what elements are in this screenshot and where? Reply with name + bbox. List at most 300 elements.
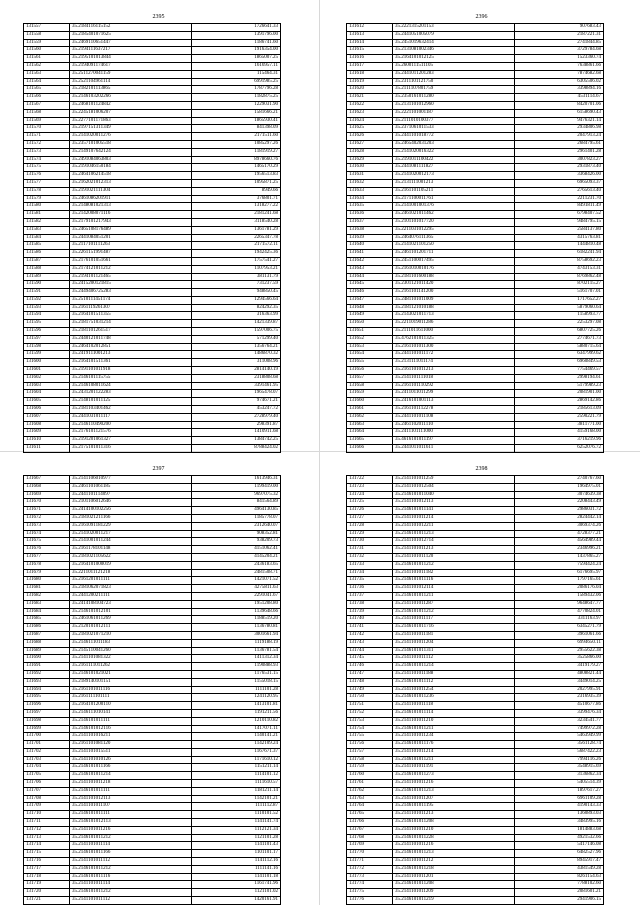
record-id-cell: 35.2141101012714 bbox=[393, 538, 515, 546]
amount-cell: 7754469.57 bbox=[515, 367, 604, 375]
amount-cell: 9476321.14 bbox=[515, 117, 604, 125]
record-id-cell: 35.2181062071823 bbox=[70, 585, 192, 593]
table-row bbox=[24, 616, 281, 624]
amount-cell: 2934806.98 bbox=[515, 125, 604, 133]
record-id-cell: 35.2101101017720 bbox=[393, 218, 515, 226]
amount-cell: 5463949.99 bbox=[515, 733, 604, 741]
page-number: 2395 bbox=[152, 14, 165, 20]
table-row bbox=[24, 748, 281, 756]
table-row bbox=[347, 406, 604, 414]
row-number-cell: 131571 bbox=[24, 133, 70, 141]
table-row bbox=[347, 94, 604, 102]
table-row bbox=[347, 709, 604, 717]
row-number-cell: 131561 bbox=[24, 55, 70, 63]
row-number-cell: 131708 bbox=[24, 795, 70, 803]
row-number-cell: 131579 bbox=[24, 195, 70, 203]
row-number-cell: 131608 bbox=[24, 421, 70, 429]
amount-cell: 1360893.03 bbox=[515, 811, 604, 819]
record-id-cell: 35.2141101011114 bbox=[70, 881, 192, 889]
table-row bbox=[347, 577, 604, 585]
table-row bbox=[347, 819, 604, 827]
row-number-cell: 131638 bbox=[347, 226, 393, 234]
record-id-cell: 35.2511270041159 bbox=[70, 70, 192, 78]
amount-cell: 1294566.64 bbox=[192, 296, 281, 304]
row-number-cell: 131748 bbox=[347, 678, 393, 686]
row-number-cell: 131566 bbox=[24, 94, 70, 102]
amount-cell: 2961401.28 bbox=[515, 148, 604, 156]
record-id-cell: 35.2146101021021 bbox=[70, 670, 192, 678]
amount-cell: 3811771.00 bbox=[515, 421, 604, 429]
table-row bbox=[347, 826, 604, 834]
amount-cell: 2047913.24 bbox=[515, 133, 604, 141]
amount-cell: 2208443.49 bbox=[515, 499, 604, 507]
row-number-cell: 131683 bbox=[24, 600, 70, 608]
row-number-cell: 131697 bbox=[24, 709, 70, 717]
row-number-cell: 131568 bbox=[24, 109, 70, 117]
amount-cell: 8491811.49 bbox=[515, 203, 604, 211]
table-row bbox=[347, 678, 604, 686]
amount-cell: 5880715.64 bbox=[515, 343, 604, 351]
row-number-cell: 131746 bbox=[347, 663, 393, 671]
amount-cell: 1717652.27 bbox=[515, 296, 604, 304]
row-number-cell: 131630 bbox=[347, 164, 393, 172]
record-id-cell: 35.2141101011210 bbox=[393, 826, 515, 834]
amount-cell: 731237.59 bbox=[192, 281, 281, 289]
record-id-cell: 35.2161101081120 bbox=[70, 741, 192, 749]
table-row bbox=[347, 343, 604, 351]
row-number-cell: 131677 bbox=[24, 553, 70, 561]
record-id-cell: 35.2141101012113 bbox=[393, 499, 515, 507]
table-row bbox=[24, 530, 281, 538]
table-row bbox=[24, 62, 281, 70]
record-id-cell: 35.2146101011195 bbox=[393, 803, 515, 811]
table-row bbox=[24, 811, 281, 819]
table-row bbox=[347, 616, 604, 624]
record-id-cell: 35.2131111011174 bbox=[393, 359, 515, 367]
table-row bbox=[347, 600, 604, 608]
row-number-cell: 131616 bbox=[347, 55, 393, 63]
row-number-cell: 131754 bbox=[347, 725, 393, 733]
row-number-cell: 131627 bbox=[347, 140, 393, 148]
row-number-cell: 131629 bbox=[347, 156, 393, 164]
record-id-cell: 35.2146101011141 bbox=[393, 507, 515, 515]
amount-cell: 1581666.21 bbox=[192, 109, 281, 117]
amount-cell: 1111141.16 bbox=[192, 865, 281, 873]
record-id-cell: 35.2146101011212 bbox=[393, 608, 515, 616]
amount-cell: 1111101.28 bbox=[192, 686, 281, 694]
row-number-cell: 131647 bbox=[347, 296, 393, 304]
amount-cell: 1897617.27 bbox=[515, 787, 604, 795]
record-id-cell: 35.2146101011213 bbox=[393, 530, 515, 538]
row-number-cell: 131562 bbox=[24, 62, 70, 70]
row-number-cell: 131702 bbox=[24, 748, 70, 756]
record-id-cell: 35.2175101011316 bbox=[70, 445, 192, 453]
table-row bbox=[347, 390, 604, 398]
table-row bbox=[347, 445, 604, 453]
row-number-cell: 131632 bbox=[347, 179, 393, 187]
amount-cell: 1613946.31 bbox=[192, 476, 281, 484]
table-row bbox=[24, 86, 281, 94]
amount-cell: 1139648.66 bbox=[192, 608, 281, 616]
record-id-cell: 35.2141101012114 bbox=[393, 585, 515, 593]
amount-cell: 571299.40 bbox=[192, 335, 281, 343]
record-id-cell: 35.2131081002346 bbox=[393, 47, 515, 55]
record-id-cell: 35.2211011121218 bbox=[70, 569, 192, 577]
ledger-table bbox=[346, 23, 604, 453]
table-row bbox=[347, 834, 604, 842]
row-number-cell: 131716 bbox=[24, 858, 70, 866]
table-row bbox=[24, 889, 281, 897]
table-row bbox=[347, 780, 604, 788]
row-number-cell: 131712 bbox=[24, 826, 70, 834]
record-id-cell: 35.2181021071210 bbox=[70, 631, 192, 639]
amount-cell: 6798407.52 bbox=[515, 211, 604, 219]
record-id-cell: 35.2491084063803 bbox=[70, 156, 192, 164]
table-row bbox=[24, 702, 281, 710]
table-row bbox=[347, 413, 604, 421]
table-row bbox=[24, 772, 281, 780]
table-row bbox=[24, 663, 281, 671]
record-id-cell: 35.2171100011761 bbox=[393, 195, 515, 203]
table-row bbox=[24, 211, 281, 219]
amount-cell: 298391.87 bbox=[192, 421, 281, 429]
table-row bbox=[24, 335, 281, 343]
amount-cell: 1965478.07 bbox=[192, 390, 281, 398]
row-number-cell: 131760 bbox=[347, 772, 393, 780]
amount-cell: 6158690.43 bbox=[515, 109, 604, 117]
record-id-cell: 35.2162021012313 bbox=[70, 179, 192, 187]
amount-cell: 1814883.68 bbox=[515, 826, 604, 834]
record-id-cell: 35.2141101011212 bbox=[393, 858, 515, 866]
table-row bbox=[24, 382, 281, 390]
record-id-cell: 35.2141101011181 bbox=[393, 631, 515, 639]
amount-cell: 2684795.61 bbox=[515, 140, 604, 148]
row-number-cell: 131750 bbox=[347, 694, 393, 702]
record-id-cell: 35.2141101011191 bbox=[393, 764, 515, 772]
table-row bbox=[347, 289, 604, 297]
record-id-cell: 35.2441101114097 bbox=[70, 491, 192, 499]
amount-cell: 2436183.65 bbox=[192, 561, 281, 569]
table-row bbox=[24, 109, 281, 117]
amount-cell: 3368426.00 bbox=[515, 172, 604, 180]
row-number-cell: 131703 bbox=[24, 756, 70, 764]
row-number-cell: 131653 bbox=[347, 343, 393, 351]
amount-cell: 1865007.25 bbox=[192, 55, 281, 63]
row-number-cell: 131709 bbox=[24, 803, 70, 811]
record-id-cell: 35.2161111011262 bbox=[70, 663, 192, 671]
table-row bbox=[24, 717, 281, 725]
record-id-cell: 35.2146108011624 bbox=[70, 382, 192, 390]
amount-cell: 3311163.97 bbox=[515, 616, 604, 624]
table-row bbox=[347, 702, 604, 710]
table-row bbox=[347, 335, 604, 343]
row-number-cell: 131656 bbox=[347, 367, 393, 375]
record-id-cell: 35.2141101011218 bbox=[70, 780, 192, 788]
record-id-cell: 35.2146101011208 bbox=[393, 881, 515, 889]
table-row bbox=[24, 226, 281, 234]
page-number: 2397 bbox=[152, 466, 165, 472]
row-number-cell: 131584 bbox=[24, 234, 70, 242]
table-row bbox=[347, 374, 604, 382]
table-row bbox=[347, 491, 604, 499]
amount-cell: 1421071.52 bbox=[192, 577, 281, 585]
table-row bbox=[24, 725, 281, 733]
row-number-cell: 131567 bbox=[24, 101, 70, 109]
row-number-cell: 131623 bbox=[347, 109, 393, 117]
record-id-cell: 35.2145110041260 bbox=[70, 647, 192, 655]
row-number-cell: 131728 bbox=[347, 522, 393, 530]
row-number-cell: 131692 bbox=[24, 670, 70, 678]
record-id-cell: 35.2176101051661 bbox=[70, 257, 192, 265]
row-number-cell: 131618 bbox=[347, 70, 393, 78]
row-number-cell: 131681 bbox=[24, 585, 70, 593]
amount-cell: 6994650.11 bbox=[515, 639, 604, 647]
record-id-cell: 35.2142008071116 bbox=[70, 211, 192, 219]
row-number-cell: 131690 bbox=[24, 655, 70, 663]
record-id-cell: 35.2464106214518 bbox=[70, 172, 192, 180]
amount-cell: 1597006.75 bbox=[192, 328, 281, 336]
row-number-cell: 131740 bbox=[347, 616, 393, 624]
amount-cell: 1951208.80 bbox=[192, 600, 281, 608]
record-id-cell: 35.2146101011112 bbox=[393, 678, 515, 686]
row-number-cell: 131771 bbox=[347, 858, 393, 866]
amount-cell: 8702115.27 bbox=[515, 281, 604, 289]
row-number-cell: 131655 bbox=[347, 359, 393, 367]
ledger-table bbox=[23, 23, 281, 453]
record-id-cell: 35.2141101011213 bbox=[393, 811, 515, 819]
row-number-cell: 131741 bbox=[347, 624, 393, 632]
table-row bbox=[347, 803, 604, 811]
row-number-cell: 131722 bbox=[347, 476, 393, 484]
row-number-cell: 131641 bbox=[347, 250, 393, 258]
row-number-cell: 131730 bbox=[347, 538, 393, 546]
amount-cell: 1757541.27 bbox=[192, 257, 281, 265]
row-number-cell: 131772 bbox=[347, 865, 393, 873]
row-number-cell: 131614 bbox=[347, 39, 393, 47]
amount-cell: 1523360.74 bbox=[515, 55, 604, 63]
record-id-cell: 35.2164101012125 bbox=[393, 55, 515, 63]
table-row bbox=[347, 663, 604, 671]
table-row bbox=[347, 530, 604, 538]
amount-cell: 6961109.28 bbox=[515, 795, 604, 803]
amount-cell: 2998194.61 bbox=[515, 374, 604, 382]
record-id-cell: 35.2141101011182 bbox=[393, 569, 515, 577]
row-number-cell: 131633 bbox=[347, 187, 393, 195]
record-id-cell: 35.2211019011286 bbox=[393, 320, 515, 328]
row-number-cell: 131590 bbox=[24, 281, 70, 289]
row-number-cell: 131763 bbox=[347, 795, 393, 803]
row-number-cell: 131589 bbox=[24, 273, 70, 281]
row-number-cell: 131713 bbox=[24, 834, 70, 842]
row-number-cell: 131671 bbox=[24, 507, 70, 515]
table-row bbox=[347, 842, 604, 850]
amount-cell: 3398894.16 bbox=[515, 86, 604, 94]
amount-cell: 1141101.43 bbox=[192, 842, 281, 850]
row-number-cell: 131650 bbox=[347, 320, 393, 328]
table-row bbox=[347, 897, 604, 905]
record-id-cell: 35.2146101011228 bbox=[393, 834, 515, 842]
record-id-cell: 35.2146101011213 bbox=[393, 787, 515, 795]
table-row bbox=[347, 686, 604, 694]
row-number-cell: 131657 bbox=[347, 374, 393, 382]
table-row bbox=[24, 819, 281, 827]
amount-cell: 1181211.14 bbox=[192, 787, 281, 795]
amount-cell: 1142109.24 bbox=[192, 741, 281, 749]
record-id-cell: 35.2141020016322 bbox=[393, 148, 515, 156]
row-number-cell: 131735 bbox=[347, 577, 393, 585]
row-number-cell: 131679 bbox=[24, 569, 70, 577]
amount-cell: 1241120.95 bbox=[192, 694, 281, 702]
row-number-cell: 131715 bbox=[24, 850, 70, 858]
record-id-cell: 35.2146101011218 bbox=[393, 865, 515, 873]
table-row bbox=[24, 803, 281, 811]
amount-cell: 841398.09 bbox=[192, 125, 281, 133]
amount-cell: 4159168.00 bbox=[515, 429, 604, 437]
record-id-cell: 35.2221101001187 bbox=[393, 109, 515, 117]
record-id-cell: 35.2261151991487 bbox=[70, 250, 192, 258]
row-number-cell: 131573 bbox=[24, 148, 70, 156]
table-row bbox=[347, 717, 604, 725]
row-number-cell: 131652 bbox=[347, 335, 393, 343]
amount-cell: 2584137.80 bbox=[515, 226, 604, 234]
record-id-cell: 35.2311101121750 bbox=[393, 78, 515, 86]
row-number-cell: 131766 bbox=[347, 819, 393, 827]
row-number-cell: 131720 bbox=[24, 889, 70, 897]
row-number-cell: 131557 bbox=[24, 24, 70, 32]
row-number-cell: 131776 bbox=[347, 897, 393, 905]
table-row bbox=[347, 483, 604, 491]
amount-cell: 6482527.96 bbox=[515, 850, 604, 858]
table-row bbox=[347, 117, 604, 125]
ledger-page bbox=[3, 3, 314, 451]
amount-cell: 7638861.66 bbox=[515, 62, 604, 70]
row-number-cell: 131751 bbox=[347, 702, 393, 710]
amount-cell: 1095871.25 bbox=[192, 179, 281, 187]
row-number-cell: 131640 bbox=[347, 242, 393, 250]
row-number-cell: 131753 bbox=[347, 717, 393, 725]
record-id-cell: 35.2164101200110 bbox=[70, 702, 192, 710]
amount-cell: 6345271.79 bbox=[515, 624, 604, 632]
row-number-cell: 131757 bbox=[347, 748, 393, 756]
amount-cell: 1384742.25 bbox=[192, 437, 281, 445]
record-id-cell: 35.2146101011212 bbox=[70, 865, 192, 873]
record-id-cell: 35.2194111637217 bbox=[70, 47, 192, 55]
amount-cell: 4531114.67 bbox=[515, 94, 604, 102]
record-id-cell: 35.2141101011216 bbox=[393, 780, 515, 788]
amount-cell: 1797165.61 bbox=[515, 577, 604, 585]
row-number-cell: 131739 bbox=[347, 608, 393, 616]
record-id-cell: 35.2146101011212 bbox=[70, 889, 192, 897]
record-id-cell: 35.2146101011176 bbox=[393, 741, 515, 749]
record-id-cell: 35.2146101011214 bbox=[70, 772, 192, 780]
table-row bbox=[347, 257, 604, 265]
table-row bbox=[347, 359, 604, 367]
row-number-cell: 131761 bbox=[347, 780, 393, 788]
table-row bbox=[347, 156, 604, 164]
record-id-cell: 35.2141101011259 bbox=[393, 476, 515, 484]
amount-cell: 2171511.60 bbox=[192, 133, 281, 141]
row-number-cell: 131580 bbox=[24, 203, 70, 211]
record-id-cell: 35.2350161011280 bbox=[393, 94, 515, 102]
amount-cell: 2081901.00 bbox=[515, 390, 604, 398]
amount-cell: 1417071.11 bbox=[192, 725, 281, 733]
record-id-cell: 35.2141101011254 bbox=[393, 686, 515, 694]
table-row bbox=[24, 780, 281, 788]
record-id-cell: 35.2146101011211 bbox=[393, 756, 515, 764]
row-number-cell: 131642 bbox=[347, 257, 393, 265]
table-row bbox=[347, 312, 604, 320]
record-id-cell: 35.2141101010126 bbox=[70, 756, 192, 764]
table-row bbox=[24, 445, 281, 453]
record-id-cell: 35.2451100017495 bbox=[393, 257, 515, 265]
table-row bbox=[347, 772, 604, 780]
table-row bbox=[347, 148, 604, 156]
amount-cell: 3561128.74 bbox=[515, 741, 604, 749]
table-row bbox=[24, 499, 281, 507]
amount-cell: 3729784.68 bbox=[515, 47, 604, 55]
amount-cell: 5417146.08 bbox=[515, 842, 604, 850]
row-number-cell: 131701 bbox=[24, 741, 70, 749]
row-number-cell: 131695 bbox=[24, 694, 70, 702]
table-row bbox=[24, 31, 281, 39]
row-number-cell: 131625 bbox=[347, 125, 393, 133]
amount-cell: 1140141.21 bbox=[192, 733, 281, 741]
row-number-cell: 131654 bbox=[347, 351, 393, 359]
table-row bbox=[24, 374, 281, 382]
row-number-cell: 131734 bbox=[347, 569, 393, 577]
amount-cell: 4564989.44 bbox=[515, 538, 604, 546]
amount-cell: 381131.79 bbox=[192, 273, 281, 281]
table-row bbox=[347, 865, 604, 873]
row-number-cell: 131725 bbox=[347, 499, 393, 507]
record-id-cell: 35.2146103202266 bbox=[70, 94, 192, 102]
table-row bbox=[347, 140, 604, 148]
row-number-cell: 131775 bbox=[347, 889, 393, 897]
table-row bbox=[24, 390, 281, 398]
amount-cell: 6960849.53 bbox=[515, 359, 604, 367]
row-number-cell: 131743 bbox=[347, 639, 393, 647]
record-id-cell: 35.2464076111365 bbox=[393, 234, 515, 242]
row-number-cell: 131558 bbox=[24, 31, 70, 39]
table-row bbox=[347, 569, 604, 577]
record-id-cell: 35.2441051005079 bbox=[393, 31, 515, 39]
table-row bbox=[347, 39, 604, 47]
record-id-cell: 35.2179101217943 bbox=[70, 218, 192, 226]
amount-cell: 2187221.31 bbox=[515, 31, 604, 39]
table-row bbox=[347, 382, 604, 390]
amount-cell: 2318808.68 bbox=[192, 374, 281, 382]
record-id-cell: 35.2141020011217 bbox=[70, 530, 192, 538]
table-row bbox=[24, 897, 281, 905]
record-id-cell: 35.2146101011211 bbox=[393, 725, 515, 733]
table-row bbox=[24, 148, 281, 156]
amount-cell: 2814140.19 bbox=[192, 367, 281, 375]
table-row bbox=[24, 678, 281, 686]
record-id-cell: 35.2161178101148 bbox=[70, 546, 192, 554]
table-row bbox=[347, 398, 604, 406]
record-id-cell: 35.2146101011311 bbox=[393, 647, 515, 655]
row-number-cell: 131604 bbox=[24, 390, 70, 398]
record-id-cell: 35.2414108104723 bbox=[70, 600, 192, 608]
amount-cell: 8945917.47 bbox=[515, 858, 604, 866]
record-id-cell: 35.2146101011116 bbox=[70, 873, 192, 881]
amount-cell: 3716219.96 bbox=[515, 437, 604, 445]
table-row bbox=[347, 585, 604, 593]
row-number-cell: 131727 bbox=[347, 514, 393, 522]
amount-cell: 3961061.66 bbox=[515, 631, 604, 639]
table-row bbox=[24, 398, 281, 406]
amount-cell: 1356764.21 bbox=[192, 343, 281, 351]
